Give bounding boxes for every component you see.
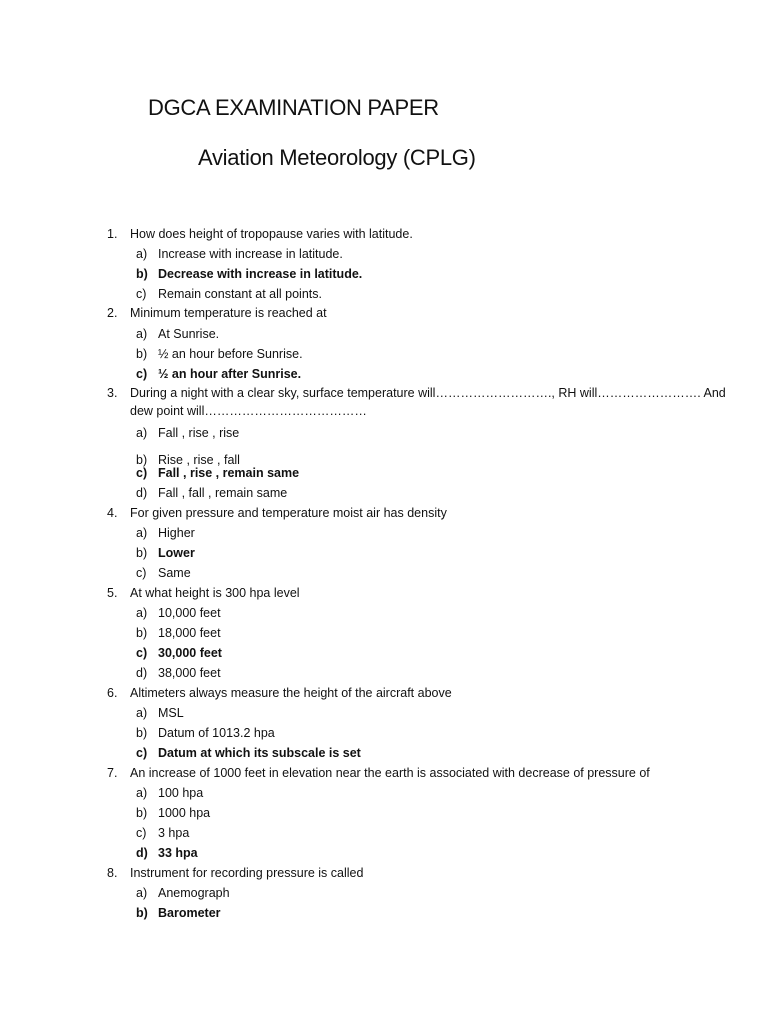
option-text: Fall , rise , remain same xyxy=(158,466,300,480)
option-letter: a) xyxy=(136,526,148,540)
option-text: ½ an hour after Sunrise. xyxy=(158,367,302,381)
option-text: 100 hpa xyxy=(158,786,204,800)
question-text: At what height is 300 hpa level xyxy=(130,586,300,600)
question-number: 5. xyxy=(107,586,118,600)
option-text: Rise , rise , fall xyxy=(158,453,240,467)
option-text: 38,000 feet xyxy=(158,666,221,680)
option-text: Datum at which its subscale is set xyxy=(158,746,361,760)
option-letter: b) xyxy=(136,726,148,740)
question-text: An increase of 1000 feet in elevation near the earth is associated with decrease of pressure of xyxy=(130,766,650,780)
option-letter: d) xyxy=(136,666,148,680)
option-text: 18,000 feet xyxy=(158,626,221,640)
option-text: Fall , rise , rise xyxy=(158,426,240,440)
option-text: 1000 hpa xyxy=(158,806,211,820)
option-text: Increase with increase in latitude. xyxy=(158,247,343,261)
question-text: Altimeters always measure the height of the aircraft above xyxy=(130,686,452,700)
question-text: How does height of tropopause varies with latitude. xyxy=(130,227,413,241)
option-letter: a) xyxy=(136,327,148,341)
option-letter: a) xyxy=(136,886,148,900)
option-letter: c) xyxy=(136,826,147,840)
option-text: Fall , fall , remain same xyxy=(158,486,288,500)
question-number: 8. xyxy=(107,866,118,880)
option-letter: c) xyxy=(136,287,147,301)
option-letter: c) xyxy=(136,367,148,381)
question-text-continued: dew point will………………………………… xyxy=(130,404,367,418)
option-letter: b) xyxy=(136,906,148,920)
option-text: 10,000 feet xyxy=(158,606,221,620)
option-text: Same xyxy=(158,566,191,580)
option-letter: a) xyxy=(136,606,148,620)
option-text: MSL xyxy=(158,706,184,720)
option-letter: b) xyxy=(136,453,148,467)
option-text: Barometer xyxy=(158,906,221,920)
option-letter: b) xyxy=(136,806,148,820)
option-text: Anemograph xyxy=(158,886,230,900)
option-letter: c) xyxy=(136,566,147,580)
question-number: 3. xyxy=(107,386,118,400)
page-title: DGCA EXAMINATION PAPER xyxy=(148,95,439,120)
option-text: 3 hpa xyxy=(158,826,190,840)
option-letter: d) xyxy=(136,486,148,500)
option-letter: c) xyxy=(136,646,148,660)
question-number: 2. xyxy=(107,306,118,320)
option-letter: b) xyxy=(136,347,148,361)
option-text: Higher xyxy=(158,526,195,540)
option-letter: a) xyxy=(136,706,148,720)
question-number: 1. xyxy=(107,227,118,241)
option-letter: b) xyxy=(136,546,148,560)
option-text: ½ an hour before Sunrise. xyxy=(158,347,303,361)
option-letter: c) xyxy=(136,466,148,480)
page-subtitle: Aviation Meteorology (CPLG) xyxy=(198,145,476,170)
option-letter: a) xyxy=(136,426,148,440)
option-letter: a) xyxy=(136,247,148,261)
option-text: 30,000 feet xyxy=(158,646,222,660)
question-number: 4. xyxy=(107,506,118,520)
option-text: Datum of 1013.2 hpa xyxy=(158,726,275,740)
option-text: 33 hpa xyxy=(158,846,198,860)
question-text: Minimum temperature is reached at xyxy=(130,306,327,320)
question-text: Instrument for recording pressure is called xyxy=(130,866,364,880)
question-text: For given pressure and temperature moist air has density xyxy=(130,506,447,520)
option-letter: c) xyxy=(136,746,148,760)
option-letter: a) xyxy=(136,786,148,800)
option-text: Decrease with increase in latitude. xyxy=(158,267,363,281)
question-number: 6. xyxy=(107,686,118,700)
option-text: Lower xyxy=(158,546,195,560)
option-text: At Sunrise. xyxy=(158,327,220,341)
option-letter: b) xyxy=(136,267,148,281)
option-text: Remain constant at all points. xyxy=(158,287,322,301)
question-number: 7. xyxy=(107,766,118,780)
option-letter: d) xyxy=(136,846,148,860)
question-text: During a night with a clear sky, surface temperature will………………………., RH will……………………. And xyxy=(130,386,726,400)
option-letter: b) xyxy=(136,626,148,640)
